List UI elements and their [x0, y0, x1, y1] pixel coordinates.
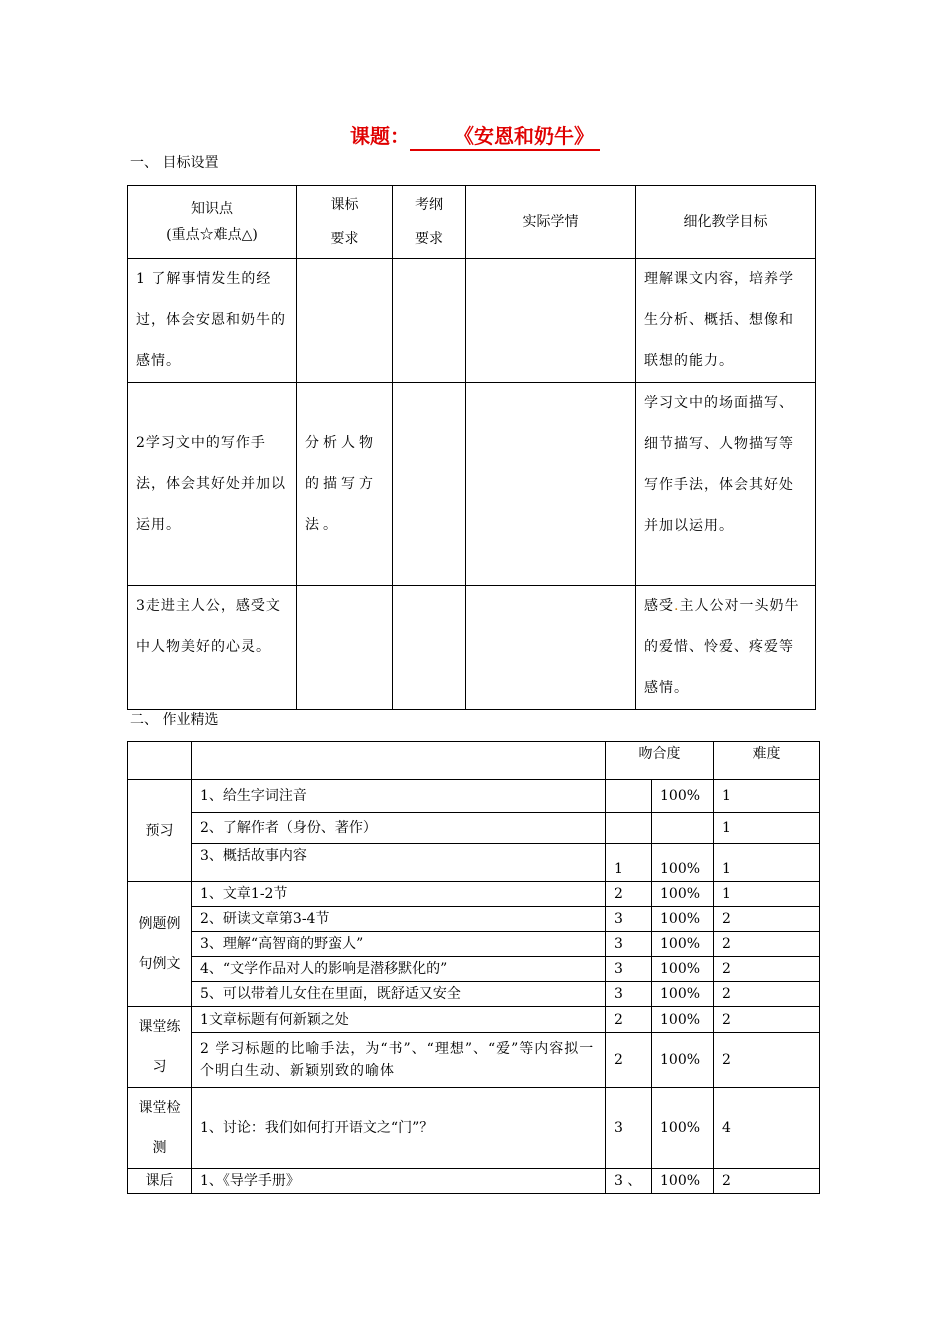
count-cell: 3: [606, 982, 652, 1007]
difficulty-cell: 1: [714, 844, 820, 882]
goal-cell: 学习文中的场面描写、细节描写、人物描写等写作手法，体会其好处并加以运用。: [636, 383, 816, 586]
fit-cell: 100%: [652, 1033, 714, 1088]
knowledge-cell: 1 了解事情发生的经过，体会安恩和奶牛的感情。: [128, 259, 297, 383]
header-fit: 吻合度: [606, 742, 714, 780]
difficulty-cell: 2: [714, 907, 820, 932]
fit-cell: 100%: [652, 780, 714, 813]
header-actual: 实际学情: [466, 186, 636, 259]
count-cell: 1: [606, 844, 652, 882]
category-cell: 预习: [128, 780, 192, 882]
task-cell: 1、《导学手册》: [192, 1169, 606, 1194]
exam-cell: [393, 586, 466, 710]
table-row: [128, 882, 820, 907]
header-knowledge: 知识点 (重点☆难点△): [128, 186, 297, 259]
exam-cell: [393, 259, 466, 383]
count-cell: [606, 813, 652, 844]
objective-row: [128, 259, 816, 383]
table-row: [128, 1169, 820, 1194]
knowledge-cell: 2学习文中的写作手法，体会其好处并加以运用。: [128, 383, 297, 586]
table-row: [128, 780, 820, 813]
difficulty-cell: 1: [714, 813, 820, 844]
difficulty-cell: 2: [714, 1007, 820, 1033]
table-row: [128, 932, 820, 957]
header-goal: 细化教学目标: [636, 186, 816, 259]
count-cell: 2: [606, 1033, 652, 1088]
difficulty-cell: 4: [714, 1088, 820, 1169]
table-row: [128, 1033, 820, 1088]
objectives-header-row: [128, 186, 816, 259]
task-cell: 1、文章1-2节: [192, 882, 606, 907]
table-row: [128, 813, 820, 844]
category-cell: 课后: [128, 1169, 192, 1194]
fit-cell: 100%: [652, 932, 714, 957]
actual-cell: [466, 383, 636, 586]
difficulty-cell: 2: [714, 982, 820, 1007]
title-prefix: 课题：: [350, 124, 410, 148]
count-cell: 3: [606, 932, 652, 957]
task-cell: 1、讨论：我们如何打开语文之“门”？: [192, 1088, 606, 1169]
count-cell: 3: [606, 907, 652, 932]
standard-cell: [297, 586, 393, 710]
difficulty-cell: 2: [714, 957, 820, 982]
fit-cell: 100%: [652, 1169, 714, 1194]
objective-row: [128, 383, 816, 586]
actual-cell: [466, 586, 636, 710]
table-row: [128, 1088, 820, 1169]
fit-cell: 100%: [652, 882, 714, 907]
header-difficulty: 难度: [714, 742, 820, 780]
task-cell: 5、可以带着儿女住在里面，既舒适又安全: [192, 982, 606, 1007]
fit-cell: 100%: [652, 982, 714, 1007]
knowledge-cell: 3走进主人公，感受文中人物美好的心灵。: [128, 586, 297, 710]
actual-cell: [466, 259, 636, 383]
category-cell: 课堂练习: [128, 1007, 192, 1088]
difficulty-cell: 2: [714, 1169, 820, 1194]
task-cell: 1文章标题有何新颖之处: [192, 1007, 606, 1033]
objectives-table: [127, 185, 816, 710]
count-cell: 3: [606, 957, 652, 982]
difficulty-cell: 2: [714, 932, 820, 957]
section-homework-heading: 二、 作业精选: [130, 712, 219, 728]
count-cell: 2: [606, 882, 652, 907]
goal-cell: 感受.主人公对一头奶牛的爱惜、怜爱、疼爱等感情。: [636, 586, 816, 710]
difficulty-cell: 1: [714, 780, 820, 813]
category-cell: 例题例句例文: [128, 882, 192, 1007]
count-cell: 3 、: [606, 1169, 652, 1194]
task-cell: 1、给生字词注音: [192, 780, 606, 813]
header-exam: 考纲 要求: [393, 186, 466, 259]
table-row: [128, 982, 820, 1007]
task-cell: 4、“文学作品对人的影响是潜移默化的”: [192, 957, 606, 982]
title-book: 《安恩和奶牛》: [410, 123, 600, 151]
task-cell: 2 学习标题的比喻手法，为“书”、“理想”、“爱”等内容拟一个明白生动、新颖别致的喻体: [192, 1033, 606, 1088]
task-cell: 3、概括故事内容: [192, 844, 606, 882]
fit-cell: 100%: [652, 907, 714, 932]
exam-cell: [393, 383, 466, 586]
difficulty-cell: 1: [714, 882, 820, 907]
table-row: [128, 844, 820, 882]
goal-cell: 理解课文内容，培养学生分析、概括、想像和联想的能力。: [636, 259, 816, 383]
fit-cell: [652, 813, 714, 844]
homework-header-row: [128, 742, 820, 780]
table-row: [128, 1007, 820, 1033]
header-standard: 课标 要求: [297, 186, 393, 259]
edit-mark: .: [674, 598, 680, 614]
task-cell: 2、了解作者（身份、著作）: [192, 813, 606, 844]
fit-cell: 100%: [652, 1088, 714, 1169]
section-objectives-heading: 一、 目标设置: [130, 155, 219, 171]
standard-cell: [297, 259, 393, 383]
objective-row: [128, 586, 816, 710]
task-cell: 2、研读文章第3-4节: [192, 907, 606, 932]
fit-cell: 100%: [652, 844, 714, 882]
difficulty-cell: 2: [714, 1033, 820, 1088]
category-cell: 课堂检测: [128, 1088, 192, 1169]
task-cell: 3、理解“高智商的野蛮人”: [192, 932, 606, 957]
table-row: [128, 957, 820, 982]
count-cell: 2: [606, 1007, 652, 1033]
count-cell: [606, 780, 652, 813]
page-title: [0, 120, 950, 151]
table-row: [128, 907, 820, 932]
fit-cell: 100%: [652, 957, 714, 982]
count-cell: 3: [606, 1088, 652, 1169]
homework-table: [127, 741, 820, 1194]
standard-cell: 分析人物的描写方法。: [297, 383, 393, 586]
fit-cell: 100%: [652, 1007, 714, 1033]
